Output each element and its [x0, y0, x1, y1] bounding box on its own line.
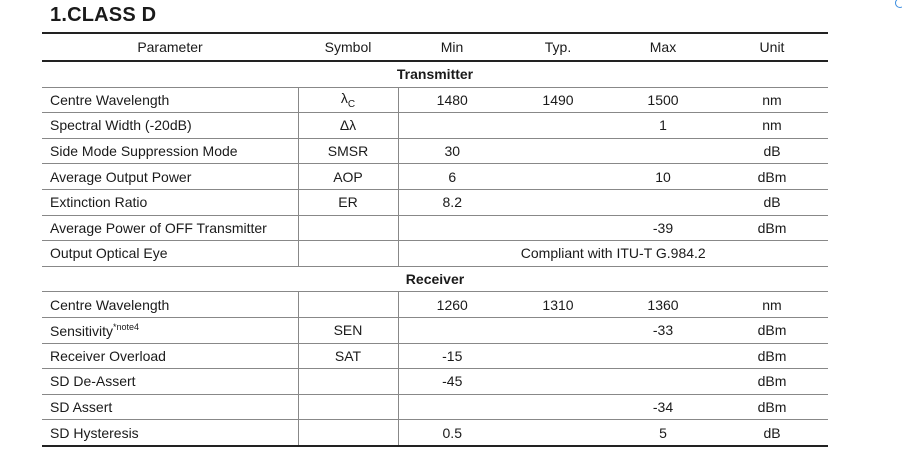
symbol-cell [298, 215, 398, 241]
section-title: 1.CLASS D [50, 4, 157, 26]
footnote-marker: *note4 [113, 321, 140, 332]
max-cell: 5 [610, 420, 716, 446]
table-row [42, 138, 828, 164]
parameter-cell: Centre Wavelength [42, 292, 298, 318]
section-row-transmitter [42, 61, 828, 87]
header-max: Max [610, 33, 716, 61]
parameter-cell: Average Output Power [42, 164, 298, 190]
parameter-cell: Receiver Overload [42, 343, 298, 369]
min-cell [398, 113, 506, 139]
typ-cell: 1310 [506, 292, 610, 318]
unit-cell: dBm [716, 343, 828, 369]
unit-cell: nm [716, 292, 828, 318]
max-cell: -34 [610, 394, 716, 420]
symbol-cell [298, 369, 398, 395]
max-cell: 1500 [610, 87, 716, 113]
parameter-cell: SD Assert [42, 394, 298, 420]
symbol-subscript: C [347, 98, 356, 110]
header-row [42, 33, 828, 61]
table-row [42, 164, 828, 190]
min-cell: 6 [398, 164, 506, 190]
parameter-cell: Extinction Ratio [42, 189, 298, 215]
corner-ring-icon [895, 0, 902, 8]
typ-cell [506, 138, 610, 164]
min-cell: 30 [398, 138, 506, 164]
header-typ: Typ. [506, 33, 610, 61]
parameter-cell: Spectral Width (-20dB) [42, 113, 298, 139]
max-cell: -39 [610, 215, 716, 241]
typ-cell: 1490 [506, 87, 610, 113]
table-row [42, 113, 828, 139]
max-cell [610, 189, 716, 215]
symbol-cell [298, 420, 398, 446]
spec-table [42, 32, 828, 447]
unit-cell: dBm [716, 369, 828, 395]
unit-cell: dBm [716, 215, 828, 241]
parameter-text: Sensitivity [50, 322, 114, 339]
parameter-cell: SD Hysteresis [42, 420, 298, 446]
min-cell: -15 [398, 343, 506, 369]
symbol-cell: SMSR [298, 138, 398, 164]
unit-cell: dB [716, 189, 828, 215]
min-cell [398, 317, 506, 343]
table-row [42, 369, 828, 395]
symbol-cell: SAT [298, 343, 398, 369]
parameter-cell: Average Power of OFF Transmitter [42, 215, 298, 241]
table-row [42, 87, 828, 113]
typ-cell [506, 420, 610, 446]
unit-cell: dB [716, 138, 828, 164]
max-cell: -33 [610, 317, 716, 343]
section-label: Transmitter [42, 61, 828, 87]
parameter-cell: Centre Wavelength [42, 87, 298, 113]
header-unit: Unit [716, 33, 828, 61]
table-row [42, 394, 828, 420]
unit-cell: dB [716, 420, 828, 446]
symbol-cell [298, 292, 398, 318]
parameter-cell: Side Mode Suppression Mode [42, 138, 298, 164]
min-cell [398, 215, 506, 241]
typ-cell [506, 215, 610, 241]
symbol-cell [298, 394, 398, 420]
symbol-cell: SEN [298, 317, 398, 343]
typ-cell [506, 317, 610, 343]
unit-cell: nm [716, 113, 828, 139]
table-row [42, 189, 828, 215]
table-row [42, 292, 828, 318]
table-row [42, 241, 828, 267]
min-cell: 1260 [398, 292, 506, 318]
symbol-cell [298, 87, 398, 113]
table-row [42, 317, 828, 343]
typ-cell [506, 189, 610, 215]
unit-cell: dBm [716, 317, 828, 343]
max-cell: 10 [610, 164, 716, 190]
symbol-text: λ [340, 89, 348, 106]
min-cell: 8.2 [398, 189, 506, 215]
typ-cell [506, 394, 610, 420]
parameter-cell: Output Optical Eye [42, 241, 298, 267]
min-cell: 0.5 [398, 420, 506, 446]
symbol-cell: ER [298, 189, 398, 215]
table-row [42, 420, 828, 446]
spanning-value-cell: Compliant with ITU-T G.984.2 [398, 241, 828, 267]
typ-cell [506, 113, 610, 139]
section-label: Receiver [42, 266, 828, 292]
typ-cell [506, 164, 610, 190]
max-cell: 1 [610, 113, 716, 139]
header-parameter: Parameter [42, 33, 298, 61]
typ-cell [506, 343, 610, 369]
header-symbol: Symbol [298, 33, 398, 61]
max-cell: 1360 [610, 292, 716, 318]
unit-cell: dBm [716, 394, 828, 420]
min-cell: -45 [398, 369, 506, 395]
max-cell [610, 138, 716, 164]
min-cell: 1480 [398, 87, 506, 113]
typ-cell [506, 369, 610, 395]
parameter-cell [42, 317, 298, 343]
parameter-cell: SD De-Assert [42, 369, 298, 395]
symbol-cell: Δλ [298, 113, 398, 139]
max-cell [610, 369, 716, 395]
unit-cell: nm [716, 87, 828, 113]
header-min: Min [398, 33, 506, 61]
section-row-receiver [42, 266, 828, 292]
symbol-cell [298, 241, 398, 267]
min-cell [398, 394, 506, 420]
table-row [42, 215, 828, 241]
table-row [42, 343, 828, 369]
max-cell [610, 343, 716, 369]
unit-cell: dBm [716, 164, 828, 190]
symbol-cell: AOP [298, 164, 398, 190]
